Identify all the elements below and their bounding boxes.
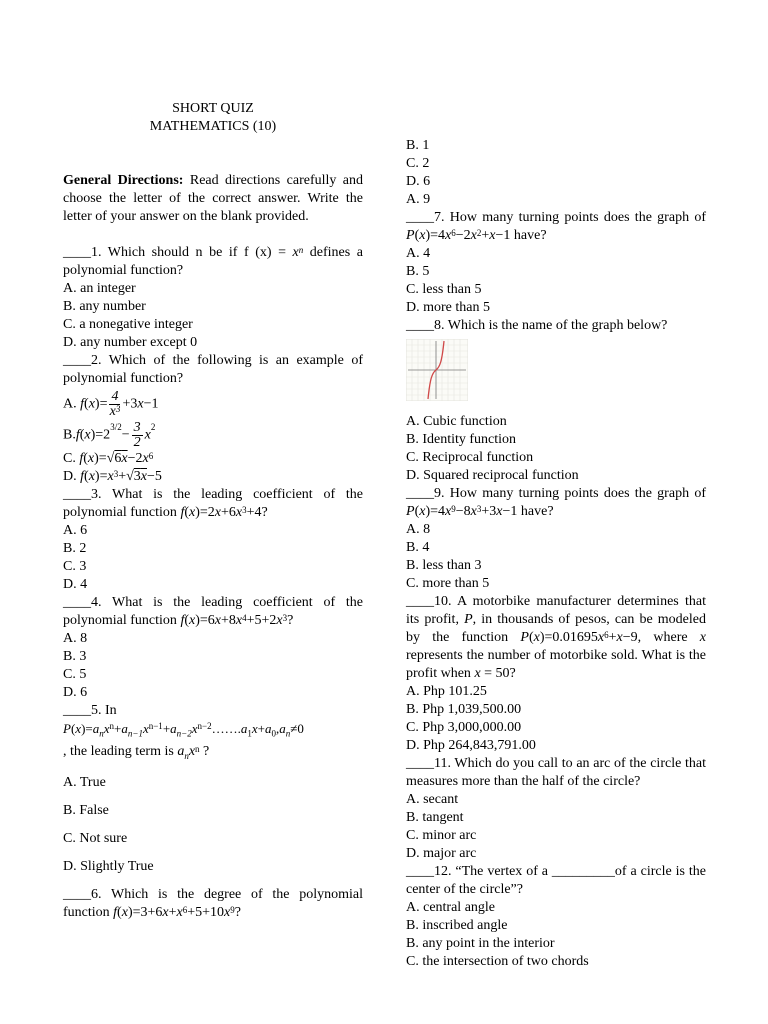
question-8: ____8. Which is the name of the graph below? — [406, 318, 668, 333]
q2-option-c: C. $f(x)=√6x-2x^6$ — [63, 451, 154, 466]
q10-var-x: x — [699, 630, 706, 645]
directions-label: General Directions: — [63, 173, 184, 188]
q6-option-b: B. 1 — [406, 138, 430, 153]
q3-text-end: ? — [261, 505, 268, 520]
question-6: ____6. Which is the degree of the polynomial function $f(x)=3+6x+x^6+5+10x^9$? — [63, 887, 363, 921]
q4-text: ____4. What is the leading coefficient of the polynomial function — [63, 595, 363, 628]
q8-option-c: C. Reciprocal function — [406, 450, 534, 465]
question-3: ____3. What is the leading coefficient of the polynomial function $f(x)=2x+6x^3+4$? — [63, 487, 363, 520]
q4-option-d: D. 6 — [63, 685, 88, 700]
q5-expression: $P(x)=a_nx^n+a_{n-1}x^{n-1}+a_{n-2}x^{n-2}\dots\dots.a_1x+a_0,a_n\ne 0$ — [63, 721, 304, 739]
left-column — [63, 0, 363, 922]
q10-option-d: D. Php 264,843,791.00 — [406, 738, 536, 753]
q9-option-a: A. 8 — [406, 522, 431, 537]
question-7: ____7. How many turning points does the graph of $P(x)=4x^6-2x^2+x-1$ have? — [406, 210, 706, 243]
q2-option-b-label: B. — [63, 427, 76, 443]
general-directions — [63, 172, 363, 226]
question-4: ____4. What is the leading coefficient of the polynomial function $f(x)=6x+8x^4+5+2x^3$? — [63, 595, 363, 628]
q3-option-d: D. 4 — [63, 577, 88, 592]
q10-option-a: A. Php 101.25 — [406, 684, 487, 699]
q8-option-b: B. Identity function — [406, 432, 517, 447]
q6-text: ____6. Which is the degree of the polynomial function — [63, 887, 363, 921]
q5-option-d: D. Slightly True — [63, 859, 154, 875]
q4-option-c: C. 5 — [63, 667, 87, 682]
q11-option-d: D. major arc — [406, 846, 477, 861]
q12-option-b: B. inscribed angle — [406, 918, 508, 933]
q3-option-b: B. 2 — [63, 541, 87, 556]
q12-option-a: A. central angle — [406, 900, 496, 915]
q1-option-b: B. any number — [63, 299, 146, 314]
q2-option-c-label: C. — [63, 451, 76, 466]
directions-text: Read directions carefully and choose the letter of the correct answer. Write the letter of your answer on the blank provided. — [63, 173, 364, 224]
q10-text-d: represents the number of motorbike sold. What is the profit when — [406, 648, 706, 681]
q2-option-b: $B.f(x)=2^{3/2}-$ $\frac{3}{2}$ $x^2$ — [63, 420, 156, 450]
question-10: ____10. A motorbike manufacturer determines that its profit, P, in thousands of pesos, can be modeled by the function $P(x)=0.01695x^6+x-9$, where x represents the number of motorbike sold. What is the profit when x = 50? — [406, 594, 706, 681]
q10-text-c: , where — [637, 630, 700, 645]
q1-text: ____1. Which should n be if f (x) = — [63, 245, 293, 260]
q1-option-c: C. a nonegative integer — [63, 317, 193, 332]
q10-option-c: C. Php 3,000,000.00 — [406, 720, 522, 735]
question-9: ____9. How many turning points does the graph of $P(x)=4x^9-8x^3+3x-1$ have? — [406, 486, 706, 519]
q2-option-a: A. f(x)= $\frac{4}{x^3}$ +3x−1 — [63, 389, 159, 419]
q11-option-c: C. minor arc — [406, 828, 477, 843]
q11-option-b: B. tangent — [406, 810, 464, 825]
q6-option-a: A. 9 — [406, 192, 431, 207]
q1-option-d: D. any number except 0 — [63, 335, 198, 350]
q5-option-a: A. True — [63, 775, 106, 791]
q2-option-d: D. $f(x)=x^3+√3x-5$ — [63, 469, 162, 484]
q2-option-a-label: A. — [63, 396, 77, 412]
q11-option-a: A. secant — [406, 792, 459, 807]
question-11: ____11. Which do you call to an arc of the circle that measures more than the half of the circle? — [406, 756, 706, 789]
q6-option-c: C. 2 — [406, 156, 430, 171]
q5-option-b: B. False — [63, 803, 109, 819]
cubic-graph-image — [406, 339, 468, 401]
q7-option-b: B. 5 — [406, 264, 430, 279]
q2-option-d-label: D. — [63, 469, 77, 484]
right-column — [406, 0, 706, 971]
q4-option-a: A. 8 — [63, 631, 88, 646]
q10-var-p: P — [464, 612, 473, 627]
q5-text-end: , the leading term is $a_nx^n$ ? — [63, 743, 210, 761]
q10-text-a: ____10. A motorbike manufacturer determines that its profit, — [406, 594, 706, 627]
q9-option-b2: B. less than 3 — [406, 558, 482, 573]
q5-text-tail: ? — [199, 743, 210, 759]
q12-option-b2: B. any point in the interior — [406, 936, 555, 951]
q10-var-x2: x — [474, 666, 481, 681]
q5-option-c: C. Not sure — [63, 831, 128, 847]
q6-option-d: D. 6 — [406, 174, 431, 189]
q12-option-c: C. the intersection of two chords — [406, 954, 589, 969]
q3-option-c: C. 3 — [63, 559, 87, 574]
q3-option-a: A. 6 — [63, 523, 88, 538]
q7-option-c: C. less than 5 — [406, 282, 482, 297]
question-1: ____1. Which should n be if f $(x) = x^n$ defines a polynomial function? — [63, 245, 363, 278]
q9-text-end: have? — [517, 504, 554, 519]
q9-text: ____9. How many turning points does the graph of — [406, 486, 706, 501]
q1-option-a: A. an integer — [63, 281, 136, 296]
q8-option-d: D. Squared reciprocal function — [406, 468, 579, 483]
q10-text-e: = 50? — [480, 666, 516, 681]
q4-text-end: ? — [287, 613, 294, 628]
q9-option-c: C. more than 5 — [406, 576, 490, 591]
q4-option-b: B. 3 — [63, 649, 87, 664]
q10-text-b: , in thousands of pesos, can be modeled by the function — [406, 612, 706, 645]
question-2: ____2. Which of the following is an example of polynomial function? — [63, 353, 363, 386]
q6-text-end: ? — [234, 905, 241, 921]
q7-text-end: have? — [510, 228, 547, 243]
q7-option-a: A. 4 — [406, 246, 431, 261]
q9-option-b: B. 4 — [406, 540, 430, 555]
q8-option-a: A. Cubic function — [406, 414, 507, 429]
q5-text-mid: , the leading term is — [63, 743, 178, 759]
q10-option-b: B. Php 1,039,500.00 — [406, 702, 522, 717]
quiz-subtitle: MATHEMATICS (10) — [149, 119, 277, 134]
q7-text: ____7. How many turning points does the graph of — [406, 210, 706, 225]
q3-text: ____3. What is the leading coefficient of the polynomial function — [63, 487, 363, 520]
question-12: ____12. “The vertex of a _________of a circle is the center of the circle”? — [406, 864, 706, 897]
q7-option-d: D. more than 5 — [406, 300, 490, 315]
q1-text-end: defines a polynomial function? — [63, 245, 363, 278]
quiz-title: SHORT QUIZ — [172, 101, 254, 116]
question-5: ____5. In — [63, 703, 117, 718]
